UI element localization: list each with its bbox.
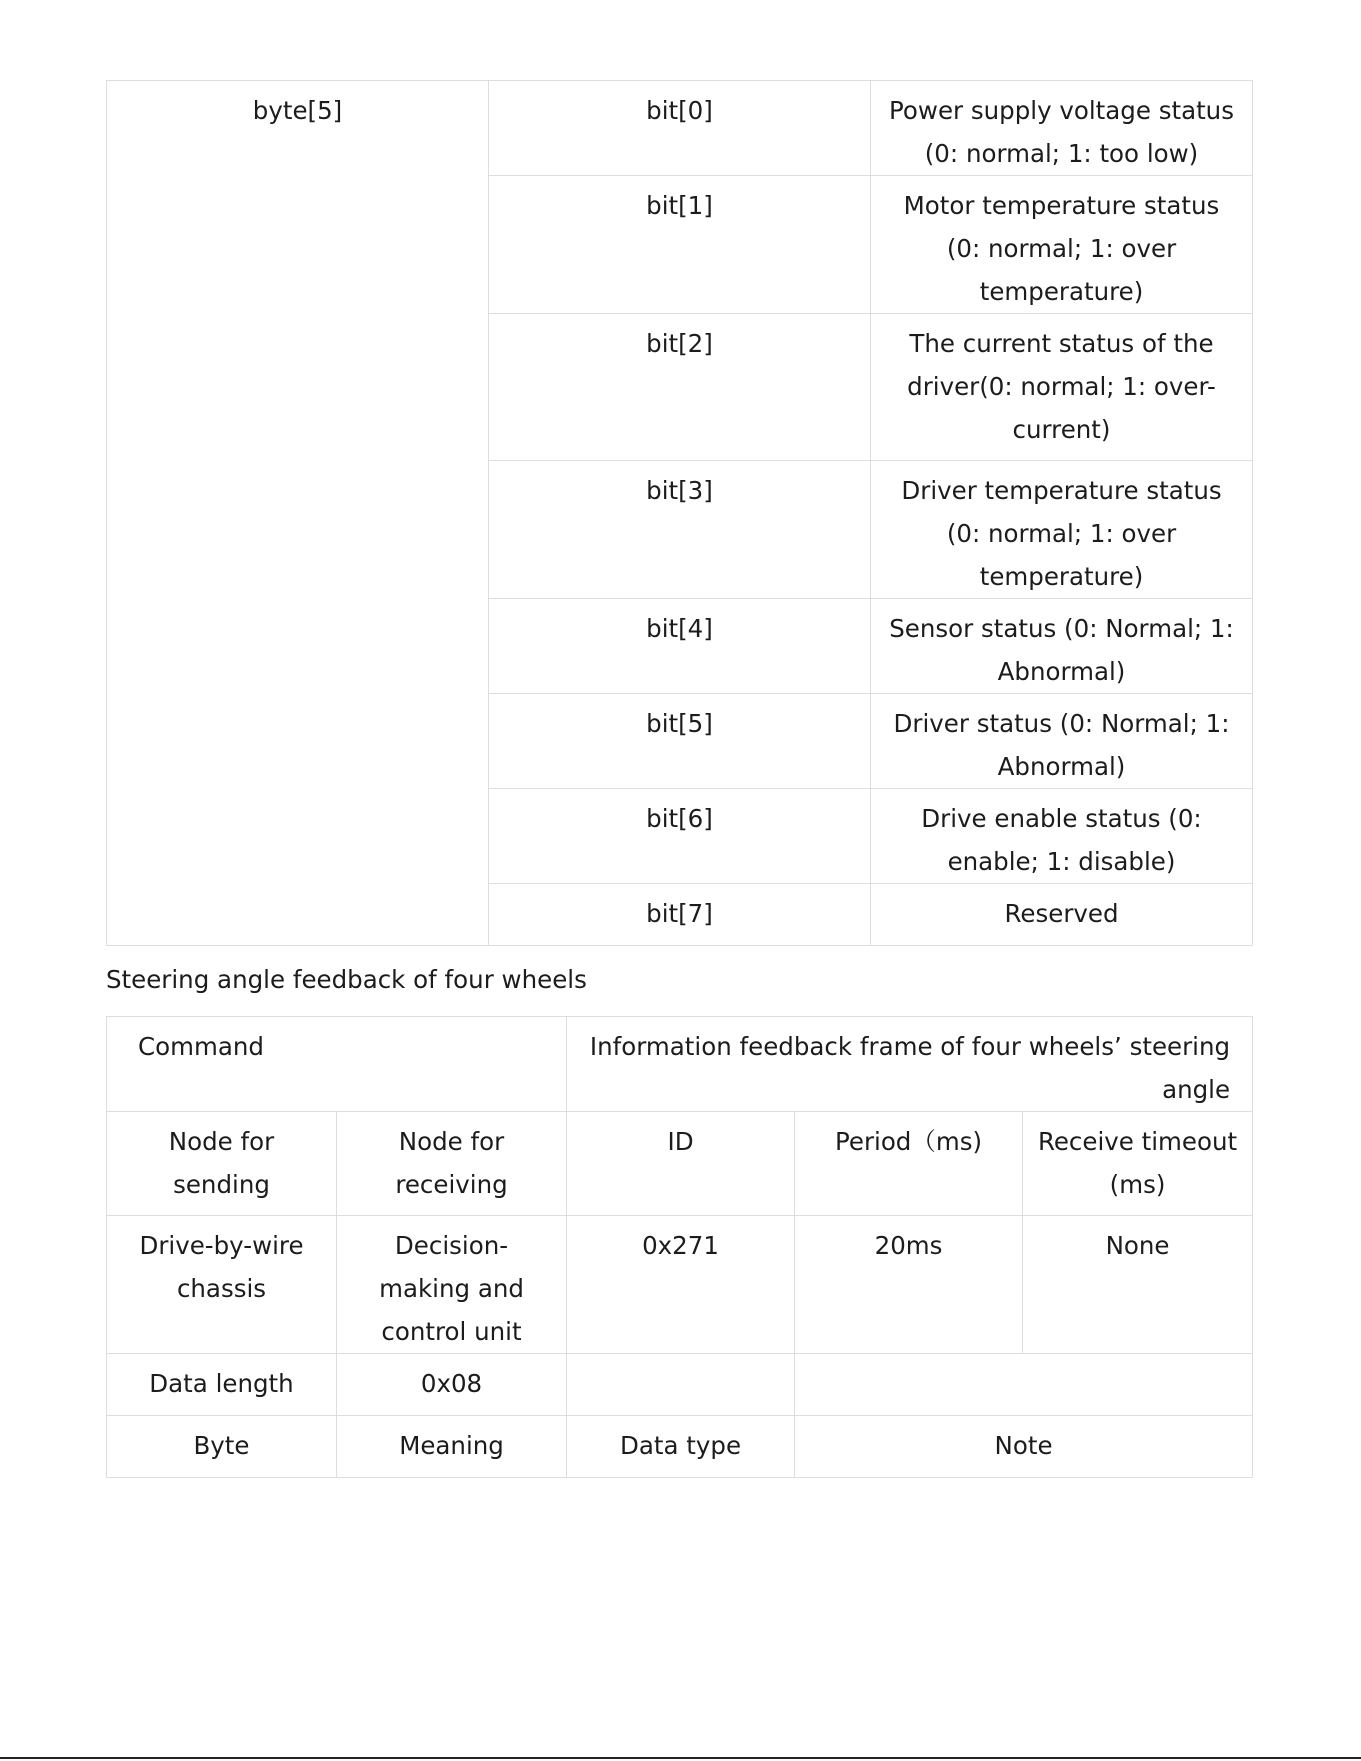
command-label-cell: Command bbox=[107, 1017, 567, 1112]
byte-label-cell: byte[5] bbox=[107, 81, 489, 946]
bit-description-cell: Motor temperature status (0: normal; 1: over temperature) bbox=[871, 176, 1253, 314]
data-length-value: 0x08 bbox=[337, 1354, 567, 1416]
header-receive-timeout: Receive timeout (ms) bbox=[1023, 1112, 1253, 1216]
bit-cell: bit[0] bbox=[489, 81, 871, 176]
value-node-sending: Drive-by-wire chassis bbox=[107, 1216, 337, 1354]
bit-cell: bit[5] bbox=[489, 694, 871, 789]
section-title: Steering angle feedback of four wheels bbox=[106, 965, 587, 994]
header-period: Period（ms) bbox=[795, 1112, 1023, 1216]
header-node-receiving: Node for receiving bbox=[337, 1112, 567, 1216]
bit-cell: bit[7] bbox=[489, 884, 871, 946]
bit-description-cell: Drive enable status (0: enable; 1: disable) bbox=[871, 789, 1253, 884]
bit-cell: bit[4] bbox=[489, 599, 871, 694]
bit-cell: bit[6] bbox=[489, 789, 871, 884]
value-receive-timeout: None bbox=[1023, 1216, 1253, 1354]
column-header-data-type: Data type bbox=[567, 1416, 795, 1478]
bit-description-cell: Sensor status (0: Normal; 1: Abnormal) bbox=[871, 599, 1253, 694]
header-node-sending: Node for sending bbox=[107, 1112, 337, 1216]
bit-description-cell: Driver temperature status (0: normal; 1: over temperature) bbox=[871, 461, 1253, 599]
bit-cell: bit[2] bbox=[489, 314, 871, 461]
bit-description-cell: Driver status (0: Normal; 1: Abnormal) bbox=[871, 694, 1253, 789]
bit-description-cell: Reserved bbox=[871, 884, 1253, 946]
steering-feedback-table bbox=[106, 1016, 1253, 1478]
bit-description-cell: The current status of the driver(0: normal; 1: over-current) bbox=[871, 314, 1253, 461]
header-id: ID bbox=[567, 1112, 795, 1216]
empty-cell bbox=[795, 1354, 1253, 1416]
page-bottom-divider bbox=[0, 1757, 1361, 1759]
column-header-meaning: Meaning bbox=[337, 1416, 567, 1478]
value-id: 0x271 bbox=[567, 1216, 795, 1354]
byte5-bit-table bbox=[106, 80, 1253, 946]
bit-cell: bit[1] bbox=[489, 176, 871, 314]
bit-description-cell: Power supply voltage status (0: normal; 1: too low) bbox=[871, 81, 1253, 176]
bit-cell: bit[3] bbox=[489, 461, 871, 599]
column-header-byte: Byte bbox=[107, 1416, 337, 1478]
value-period: 20ms bbox=[795, 1216, 1023, 1354]
empty-cell bbox=[567, 1354, 795, 1416]
command-value-cell: Information feedback frame of four wheels’ steering angle bbox=[567, 1017, 1253, 1112]
column-header-note: Note bbox=[795, 1416, 1253, 1478]
data-length-label: Data length bbox=[107, 1354, 337, 1416]
value-node-receiving: Decision-making and control unit bbox=[337, 1216, 567, 1354]
